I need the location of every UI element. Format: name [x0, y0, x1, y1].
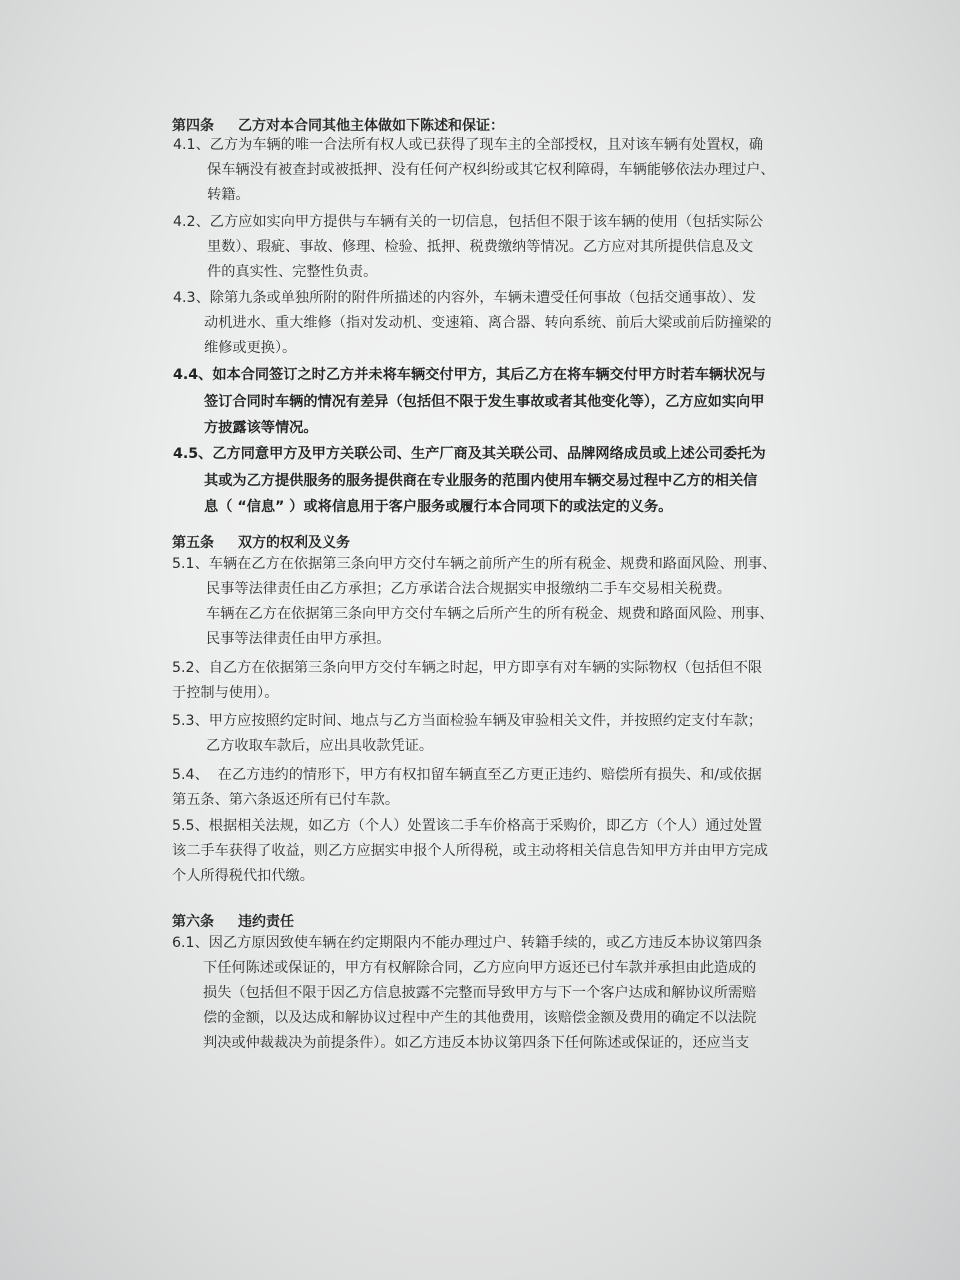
- clause-line: 4.2、乙方应如实向甲方提供与车辆有关的一切信息，包括但不限于该车辆的使用（包括实际公: [173, 214, 764, 230]
- clause-line: 维修或更换）。: [204, 340, 297, 356]
- clause-line: 损失（包括但不限于因乙方信息披露不完整而导致甲方与下一个客户达成和解协议所需赔: [203, 985, 757, 1001]
- clause-line: 民事等法律责任由甲方承担。: [206, 631, 391, 647]
- clause-line: 偿的金额，以及达成和解协议过程中产生的其他费用，该赔偿金额及费用的确定不以法院: [203, 1010, 757, 1026]
- clause-line: 5.3、甲方应按照约定时间、地点与乙方当面检验车辆及审验相关文件，并按照约定支付车款；: [172, 713, 763, 729]
- section-number: 第五条: [172, 535, 214, 551]
- clause-4-1: [173, 133, 793, 208]
- clause-line: 5.1、车辆在乙方在依据第三条向甲方交付车辆之前所产生的所有税金、规费和路面风险、刑事、: [172, 556, 777, 572]
- clause-line: 民事等法律责任由乙方承担；乙方承诺合法合规据实申报缴纳二手车交易相关税费。: [206, 581, 731, 597]
- clause-5-1: [172, 552, 792, 652]
- clause-line: 车辆在乙方在依据第三条向甲方交付车辆之后所产生的所有税金、规费和路面风险、刑事、: [206, 606, 774, 622]
- clause-line: 息（ “信息” ）或将信息用于客户服务或履行本合同项下的或法定的义务。: [204, 499, 673, 515]
- clause-line: 判决或仲裁裁决为前提条件）。如乙方违反本协议第四条下任何陈述或保证的，还应当支: [203, 1035, 750, 1051]
- clause-line: 4.1、乙方为车辆的唯一合法所有权人或已获得了现车主的全部授权，且对该车辆有处置权，确: [173, 137, 764, 153]
- clause-line: 4.4、如本合同签订之时乙方并未将车辆交付甲方，其后乙方在将车辆交付甲方时若车辆状况与: [173, 367, 766, 383]
- clause-5-5: [172, 814, 792, 889]
- clause-line: 4.5、乙方同意甲方及甲方关联公司、生产厂商及其关联公司、品牌网络成员或上述公司委托为: [173, 446, 766, 462]
- clause-4-2: [173, 210, 793, 285]
- clause-line: 里数）、瑕疵、事故、修理、检验、抵押、税费缴纳等情况。乙方应对其所提供信息及文: [207, 239, 754, 255]
- clause-line: 5.4、 在乙方违约的情形下，甲方有权扣留车辆直至乙方更正违约、赔偿所有损失、和/或依据: [172, 767, 762, 783]
- clause-line: 5.5、根据相关法规，如乙方（个人）处置该二手车价格高于采购价，即乙方（个人）通过处置: [172, 818, 763, 834]
- clause-line: 5.2、自乙方在依据第三条向甲方交付车辆之时起，甲方即享有对车辆的实际物权（包括但不限: [172, 660, 763, 676]
- clause-line: 保车辆没有被查封或被抵押、没有任何产权纠纷或其它权利障碍，车辆能够依法办理过户、: [207, 162, 775, 178]
- section-number: 第四条: [172, 118, 214, 134]
- clause-6-1: [172, 931, 792, 1056]
- clause-line: 6.1、因乙方原因致使车辆在约定期限内不能办理过户、转籍手续的，或乙方违反本协议第四条: [172, 935, 763, 951]
- section-number: 第六条: [172, 914, 214, 930]
- clause-line: 乙方收取车款后，应出具收款凭证。: [206, 738, 434, 754]
- clause-line: 其或为乙方提供服务的服务提供商在专业服务的范围内使用车辆交易过程中乙方的相关信: [204, 472, 758, 489]
- clause-4-5: [173, 441, 793, 521]
- clause-line: 方披露该等情况。: [204, 420, 318, 436]
- clause-line: 件的真实性、完整性负责。: [207, 264, 378, 280]
- clause-line: 下任何陈述或保证的，甲方有权解除合同，乙方应向甲方返还已付车款并承担由此造成的: [203, 960, 757, 976]
- clause-5-4: [172, 763, 792, 813]
- section-heading: [172, 912, 294, 932]
- clause-line: 于控制与使用）。: [172, 685, 279, 701]
- clause-line: 签订合同时车辆的情况有差异（包括但不限于发生事故或者其他变化等），乙方应如实向甲: [204, 393, 765, 410]
- clause-4-3: [173, 286, 793, 361]
- clause-line: 个人所得税代扣代缴。: [172, 868, 314, 884]
- clause-5-3: [172, 709, 792, 759]
- section-title: 违约责任: [238, 914, 294, 930]
- section-title: 双方的权利及义务: [238, 535, 350, 551]
- clause-line: 转籍。: [207, 187, 250, 203]
- section-title: 乙方对本合同其他主体做如下陈述和保证：: [238, 118, 504, 134]
- clause-line: 第五条、第六条返还所有已付车款。: [172, 792, 400, 808]
- clause-line: 该二手车获得了收益，则乙方应据实申报个人所得税，或主动将相关信息告知甲方并由甲方完成: [172, 843, 768, 859]
- clause-line: 动机进水、重大维修（指对发动机、变速箱、离合器、转向系统、前后大梁或前后防撞梁的: [204, 315, 772, 331]
- clause-5-2: [172, 656, 792, 706]
- clause-line: 4.3、除第九条或单独所附的附件所描述的内容外，车辆未遭受任何事故（包括交通事故）、发: [173, 290, 756, 306]
- clause-4-4: [173, 362, 793, 442]
- section-heading: [172, 533, 350, 553]
